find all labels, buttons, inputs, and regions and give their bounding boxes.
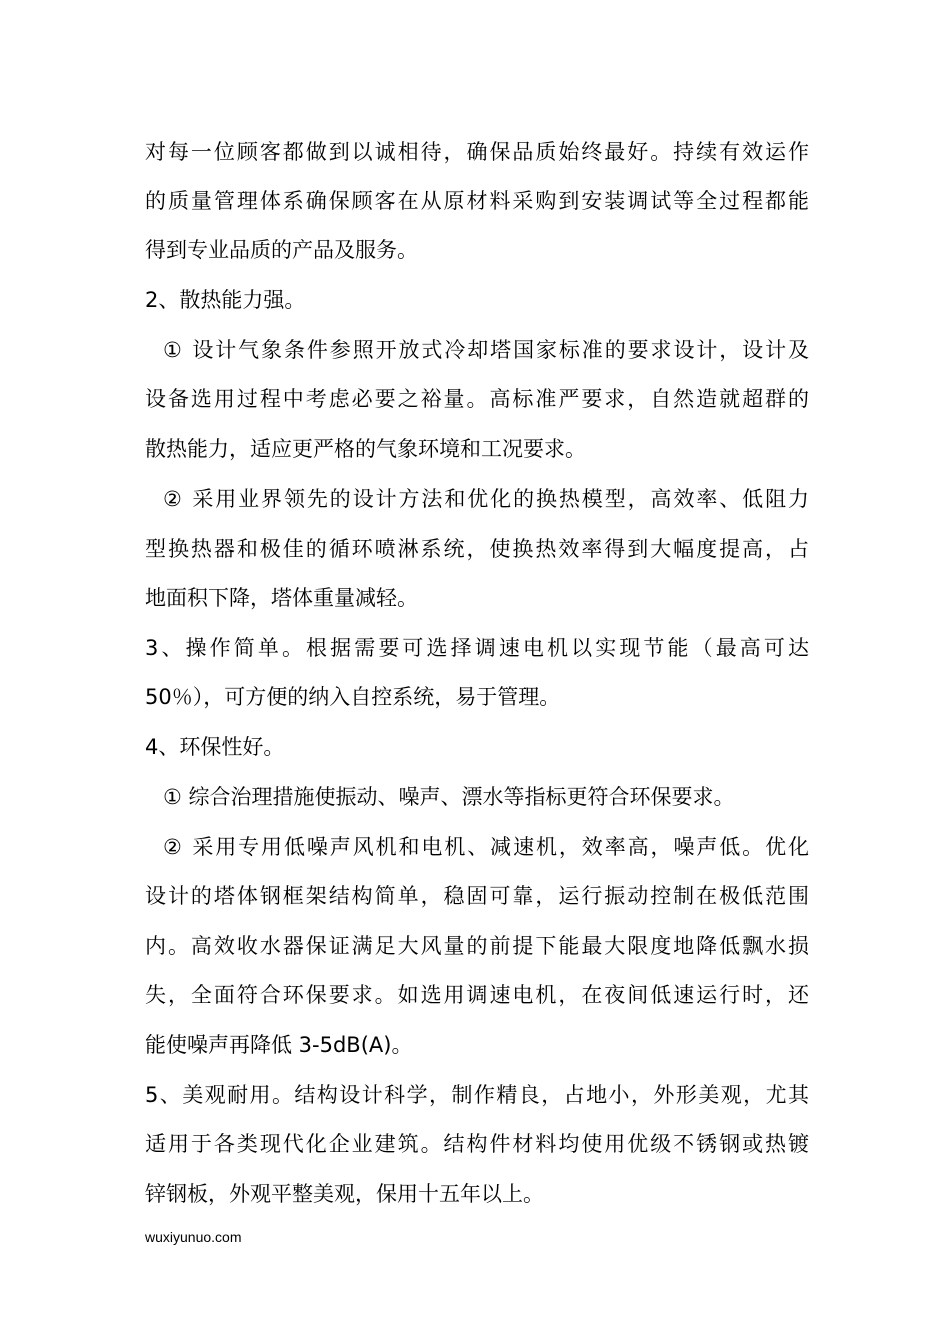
body-text-line: 型换热器和极佳的循环喷淋系统，使换热效率得到大幅度提高，占	[145, 537, 809, 561]
body-text-line: 设计的塔体钢框架结构简单，稳固可靠，运行振动控制在极低范围	[145, 884, 809, 908]
body-text-line: 散热能力，适应更严格的气象环境和工况要求。	[145, 437, 586, 461]
body-text-line: 设备选用过程中考虑必要之裕量。高标准严要求，自然造就超群的	[145, 387, 809, 411]
body-text-line: 能使噪声再降低 3-5dB(A)。	[145, 1033, 413, 1057]
section-heading-2: 2、散热能力强。	[145, 288, 306, 312]
body-text-line: ① 设计气象条件参照开放式冷却塔国家标准的要求设计，设计及	[163, 338, 809, 362]
body-text-line: 对每一位顾客都做到以诚相待，确保品质始终最好。持续有效运作	[145, 140, 809, 164]
section-heading-5: 5、美观耐用。结构设计科学，制作精良，占地小，外形美观，尤其	[145, 1083, 809, 1107]
body-text-line: 适用于各类现代化企业建筑。结构件材料均使用优级不锈钢或热镀	[145, 1132, 809, 1156]
body-text-line: ② 采用专用低噪声风机和电机、减速机，效率高，噪声低。优化	[163, 835, 809, 859]
body-text-line: ② 采用业界领先的设计方法和优化的换热模型，高效率、低阻力	[163, 487, 809, 511]
body-text-line: 得到专业品质的产品及服务。	[145, 238, 418, 262]
section-heading-4: 4、环保性好。	[145, 735, 285, 759]
body-text-line: 失，全面符合环保要求。如选用调速电机，在夜间低速运行时，还	[145, 983, 809, 1007]
body-text-line: 的质量管理体系确保顾客在从原材料采购到安装调试等全过程都能	[145, 189, 809, 213]
section-heading-3: 3、操作简单。根据需要可选择调速电机以实现节能（最高可达	[145, 636, 809, 660]
body-text-line: 地面积下降，塔体重量减轻。	[145, 586, 418, 610]
footer-website: wuxiyunuo.com	[145, 1229, 242, 1245]
body-text-line: 锌钢板，外观平整美观，保用十五年以上。	[145, 1182, 544, 1206]
body-text-line: 50％），可方便的纳入自控系统，易于管理。	[145, 685, 561, 709]
body-text-line: 内。高效收水器保证满足大风量的前提下能最大限度地降低飘水损	[145, 934, 809, 958]
body-text-line: ① 综合治理措施使振动、噪声、漂水等指标更符合环保要求。	[163, 785, 735, 809]
